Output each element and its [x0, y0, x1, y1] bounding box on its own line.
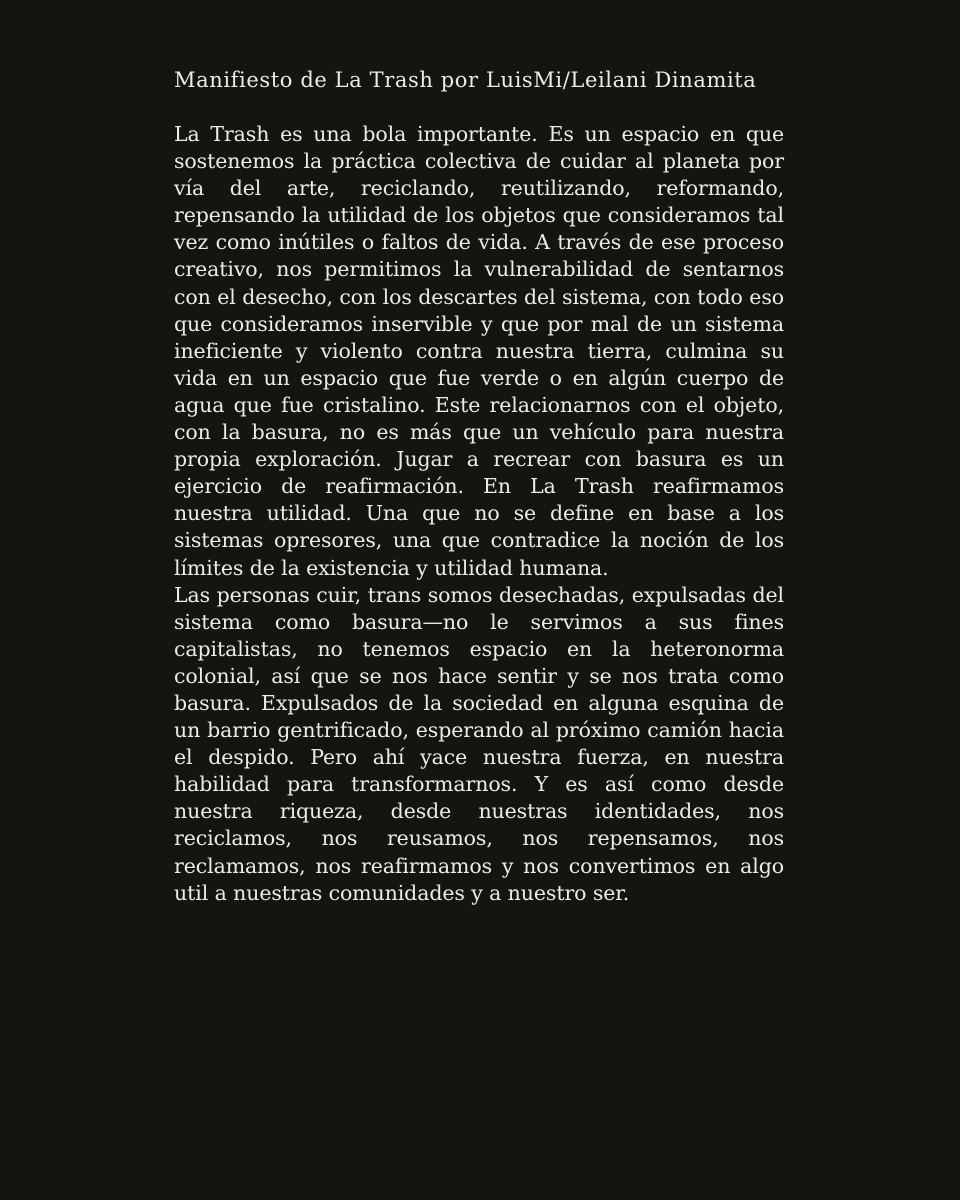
- manifesto-paragraph-2: Las personas cuir, trans somos desechadas, expulsadas del sistema como basura—no le servimos a sus fines capitalistas, no tenemos espacio en la heteronorma colonial, así que se nos hace sentir y se nos trata como basura. Expulsados de la sociedad en alguna esquina de un barrio gentrificado, esperando al próximo camión hacia el despido. Pero ahí yace nuestra fuerza, en nuestra habilidad para transformarnos. Y es así como desde nuestra riqueza, desde nuestras identidades, nos reciclamos, nos reusamos, nos repensamos, nos reclamamos, nos reafirmamos y nos convertimos en algo util a nuestras comunidades y a nuestro ser.: [174, 582, 784, 905]
- manifesto-text-block: [174, 66, 784, 907]
- manifesto-title: Manifiesto de La Trash por LuisMi/Leilani Dinamita: [174, 68, 757, 92]
- manifesto-paragraph-1: La Trash es una bola importante. Es un espacio en que sostenemos la práctica colectiva de cuidar al planeta por vía del arte, reciclando, reutilizando, reformando, repensando la utilidad de los objetos que consideramos tal vez como inútiles o faltos de vida. A través de ese proceso creativo, nos permitimos la vulnerabilidad de sentarnos con el desecho, con los descartes del sistema, con todo eso que consideramos inservible y que por mal de un sistema ineficiente y violento contra nuestra tierra, culmina su vida en un espacio que fue verde o en algún cuerpo de agua que fue cristalino. Este relacionarnos con el objeto, con la basura, no es más que un vehículo para nuestra propia exploración. Jugar a recrear con basura es un ejercicio de reafirmación. En La Trash reafirmamos nuestra utilidad. Una que no se define en base a los sistemas opresores, una que contradice la noción de los límites de la existencia y utilidad humana.: [174, 122, 784, 580]
